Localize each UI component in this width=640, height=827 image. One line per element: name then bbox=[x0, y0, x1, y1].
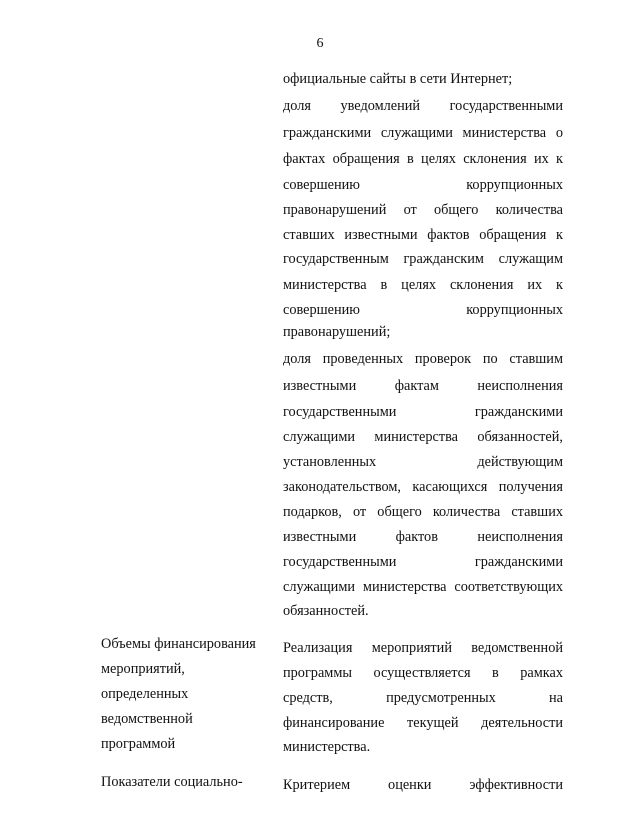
text-line: обязанностей. bbox=[283, 603, 369, 619]
text-line: государственными гражданскими bbox=[283, 404, 563, 420]
text-line: совершению коррупционных bbox=[283, 177, 563, 193]
financing-text-line: министерства. bbox=[283, 739, 371, 755]
text-line: законодательством, касающихся получения bbox=[283, 479, 563, 495]
text-line: известными фактам неисполнения bbox=[283, 378, 563, 394]
financing-text-line: программы осуществляется в рамках bbox=[283, 665, 563, 681]
financing-label-line: мероприятий, bbox=[101, 661, 185, 677]
text-line: совершению коррупционных bbox=[283, 302, 563, 318]
text-line: правонарушений; bbox=[283, 324, 391, 340]
text-line: установленных действующим bbox=[283, 454, 563, 470]
text-line: доля уведомлений государственными bbox=[283, 98, 563, 114]
text-line: государственными гражданскими bbox=[283, 554, 563, 570]
text-line: известными фактов неисполнения bbox=[283, 529, 563, 545]
text-line: ставших известными фактов обращения к bbox=[283, 227, 563, 243]
text-line: правонарушений от общего количества bbox=[283, 202, 563, 218]
text-line: государственным гражданским служащим bbox=[283, 251, 563, 267]
text-line: служащими министерства соответствующих bbox=[283, 579, 563, 595]
financing-label-line: Объемы финансирования bbox=[101, 636, 256, 652]
text-line: подарков, от общего количества ставших bbox=[283, 504, 563, 520]
indicators-text: Критерием оценки эффективности bbox=[283, 777, 563, 793]
text-line: служащими министерства обязанностей, bbox=[283, 429, 563, 445]
text-line: фактах обращения в целях склонения их к bbox=[283, 151, 563, 167]
text-line: министерства в целях склонения их к bbox=[283, 277, 563, 293]
financing-text-line: финансирование текущей деятельности bbox=[283, 715, 563, 731]
financing-text-line: средств, предусмотренных на bbox=[283, 690, 563, 706]
text-line: доля проведенных проверок по ставшим bbox=[283, 351, 563, 367]
page-number: 6 bbox=[316, 36, 324, 51]
financing-label-line: ведомственной bbox=[101, 711, 193, 727]
indicators-label: Показатели социально- bbox=[101, 774, 243, 790]
text-line: официальные сайты в сети Интернет; bbox=[283, 71, 513, 87]
text-line: гражданскими служащими министерства о bbox=[283, 125, 563, 141]
financing-label-line: программой bbox=[101, 736, 176, 752]
financing-text-line: Реализация мероприятий ведомственной bbox=[283, 640, 563, 656]
financing-label-line: определенных bbox=[101, 686, 189, 702]
